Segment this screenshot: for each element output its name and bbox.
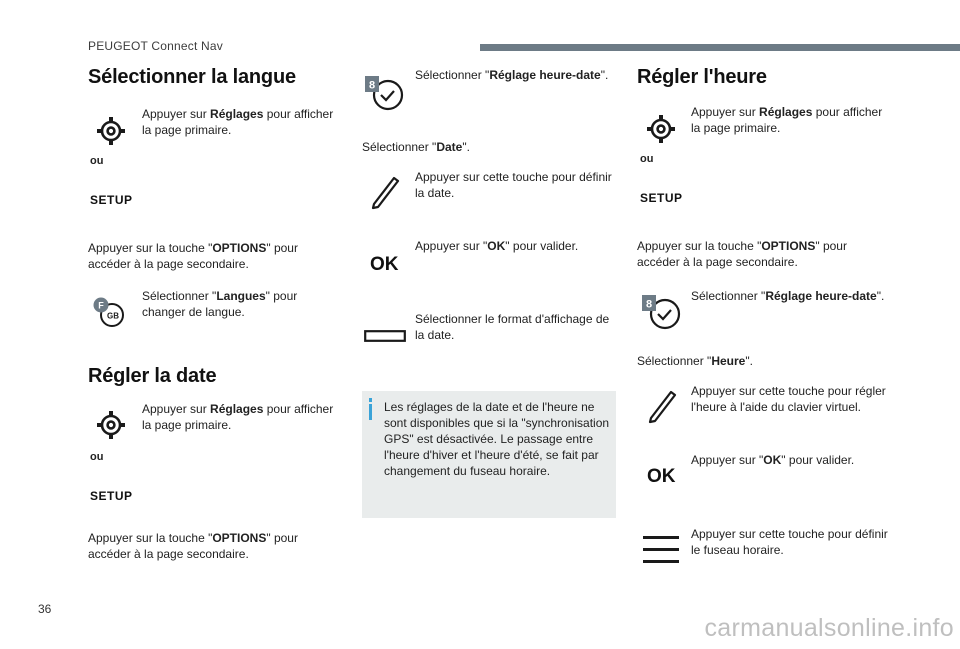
ok-glyph: OK xyxy=(370,254,399,275)
step-language-options: Appuyer sur la touche "OPTIONS" pour accéder à la page secondaire. xyxy=(88,241,298,271)
step-select-language: Sélectionner "Langues" pour changer de langue. xyxy=(142,289,298,319)
date-format-field-icon xyxy=(364,330,406,342)
step-language-settings: Appuyer sur Réglages pour afficher la page primaire. xyxy=(142,107,334,137)
svg-text:8: 8 xyxy=(368,79,376,92)
ok-glyph: OK xyxy=(647,466,676,487)
step-validate-date: Appuyer sur "OK" pour valider. xyxy=(415,239,579,253)
running-header: PEUGEOT Connect Nav xyxy=(88,39,223,53)
step-set-hour: Appuyer sur cette touche pour régler l'heure à l'aide du clavier virtuel. xyxy=(691,384,886,414)
gear-icon xyxy=(95,409,127,441)
or-label: ou xyxy=(90,155,104,167)
language-flag-icon xyxy=(90,296,128,328)
step-date-options: Appuyer sur la touche "OPTIONS" pour accéder à la page secondaire. xyxy=(88,531,298,561)
step-time-options: Appuyer sur la touche "OPTIONS" pour accéder à la page secondaire. xyxy=(637,239,847,269)
watermark: carmanualsonline.info xyxy=(704,614,954,642)
step-select-time-date: Sélectionner "Réglage heure-date". xyxy=(691,289,885,303)
section-title-language: Sélectionner la langue xyxy=(88,66,296,88)
setup-label: SETUP xyxy=(90,489,133,503)
pencil-icon xyxy=(645,386,679,424)
step-select-time-date: Sélectionner "Réglage heure-date". xyxy=(415,68,609,82)
section-title-time: Régler l'heure xyxy=(637,66,767,88)
info-text: Les réglages de la date et de l'heure ne sont disponibles que si la "synchronisation GPS" est désactivée. Le passage entre l'heure d'hiver et l'heure d'été, se fait par changement du fuseau horaire. xyxy=(384,400,610,478)
menu-list-icon xyxy=(642,534,680,566)
svg-text:8: 8 xyxy=(645,298,653,311)
or-label: ou xyxy=(640,153,654,165)
step-time-settings: Appuyer sur Réglages pour afficher la page primaire. xyxy=(691,105,883,135)
step-select-date: Sélectionner "Date". xyxy=(362,140,470,154)
clock-icon xyxy=(364,73,406,113)
setup-label: SETUP xyxy=(640,191,683,205)
svg-text:F: F xyxy=(98,300,104,311)
pencil-icon xyxy=(368,172,402,210)
step-validate-hour: Appuyer sur "OK" pour valider. xyxy=(691,453,855,467)
step-date-settings: Appuyer sur Réglages pour afficher la page primaire. xyxy=(142,402,334,432)
step-time-zone: Appuyer sur cette touche pour définir le fuseau horaire. xyxy=(691,527,888,557)
clock-icon xyxy=(641,292,683,332)
svg-text:GB: GB xyxy=(107,311,119,321)
page-number: 36 xyxy=(38,602,52,616)
step-select-hour: Sélectionner "Heure". xyxy=(637,354,753,368)
or-label: ou xyxy=(90,451,104,463)
setup-label: SETUP xyxy=(90,193,133,207)
header-bar xyxy=(480,44,960,51)
gear-icon xyxy=(95,115,127,147)
gear-icon xyxy=(645,113,677,145)
step-date-format: Sélectionner le format d'affichage de la date. xyxy=(415,312,610,342)
step-define-date: Appuyer sur cette touche pour définir la date. xyxy=(415,170,612,200)
info-icon xyxy=(367,398,374,420)
section-title-date: Régler la date xyxy=(88,365,217,387)
